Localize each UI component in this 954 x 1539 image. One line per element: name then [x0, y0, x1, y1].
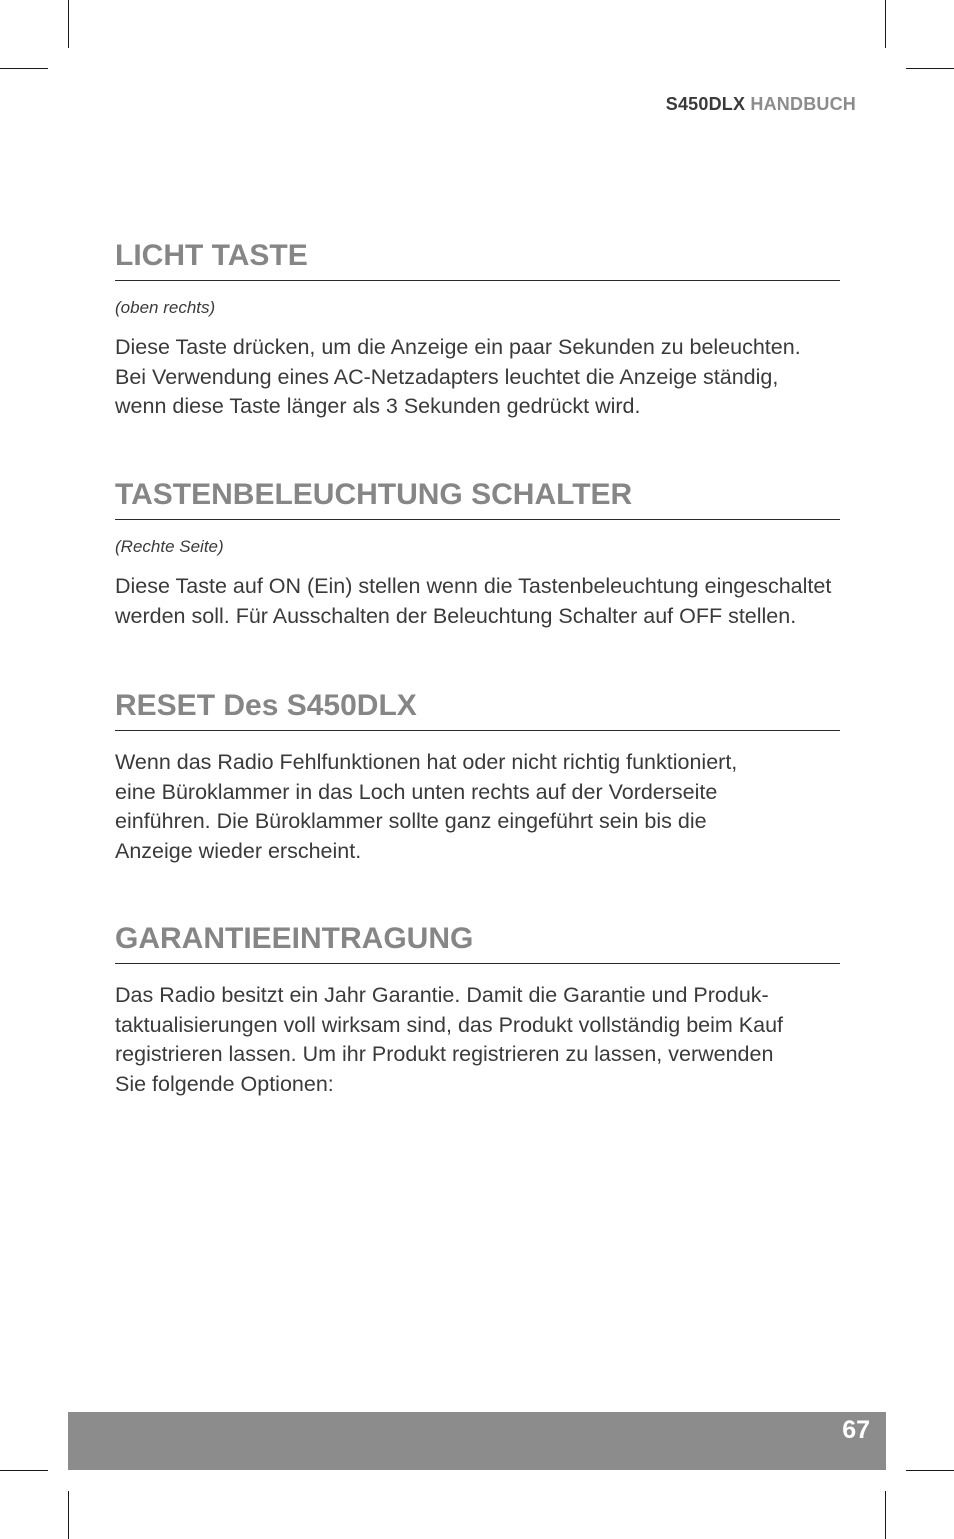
section-heading: GARANTIEEINTRAGUNG [115, 921, 840, 964]
section-body: Wenn das Radio Fehlfunktionen hat oder nicht richtig funktioniert, eine Büroklammer in das Loch unten rechts auf der Vorderseite einführen. Die Büroklammer sollte ganz eingeführt sein bis die Anzeige wieder erscheint. [115, 750, 738, 863]
section-heading: LICHT TASTE [115, 238, 840, 281]
running-head-doc-title: HANDBUCH [750, 94, 856, 114]
footer-bar [68, 1412, 886, 1470]
section-subtitle: (oben rechts) [115, 298, 216, 317]
running-head-model: S450DLX [665, 94, 746, 114]
crop-mark-top-left-horizontal [0, 68, 48, 69]
section-body: Diese Taste drücken, um die Anzeige ein paar Sekunden zu beleuchten. Bei Verwendung eines AC-Netzadapters leuchtet die Anzeige ständig, wenn diese Taste länger als 3 Sekunden gedrückt wird. [115, 335, 801, 418]
crop-mark-bottom-right-horizontal [906, 1470, 954, 1471]
section-body: Das Radio besitzt ein Jahr Garantie. Damit die Garantie und Produk- taktualisierungen voll wirksam sind, das Produkt vollständig beim Kauf registrieren lassen. Um ihr Produkt registrieren zu lassen, verwenden Sie folgende Optionen: [115, 983, 784, 1096]
section-subtitle: (Rechte Seite) [115, 537, 224, 556]
page-number: 67 [842, 1416, 870, 1444]
crop-mark-bottom-left-horizontal [0, 1470, 48, 1471]
section-reset [115, 688, 840, 866]
running-head [666, 94, 856, 115]
section-heading: RESET Des S450DLX [115, 688, 840, 731]
crop-mark-bottom-right-vertical [885, 1491, 886, 1539]
crop-mark-top-right-horizontal [906, 68, 954, 69]
section-body: Diese Taste auf ON (Ein) stellen wenn die Tastenbeleuchtung eingeschaltet werden soll. Für Ausschalten der Beleuchtung Schalter auf OFF stellen. [115, 574, 832, 628]
section-licht-taste [115, 238, 840, 422]
crop-mark-bottom-left-vertical [68, 1491, 69, 1539]
section-tastenbeleuchtung-schalter [115, 477, 840, 631]
section-heading: TASTENBELEUCHTUNG SCHALTER [115, 477, 840, 520]
crop-mark-top-left-vertical [68, 0, 69, 48]
section-garantieeintragung [115, 921, 840, 1099]
crop-mark-top-right-vertical [885, 0, 886, 48]
